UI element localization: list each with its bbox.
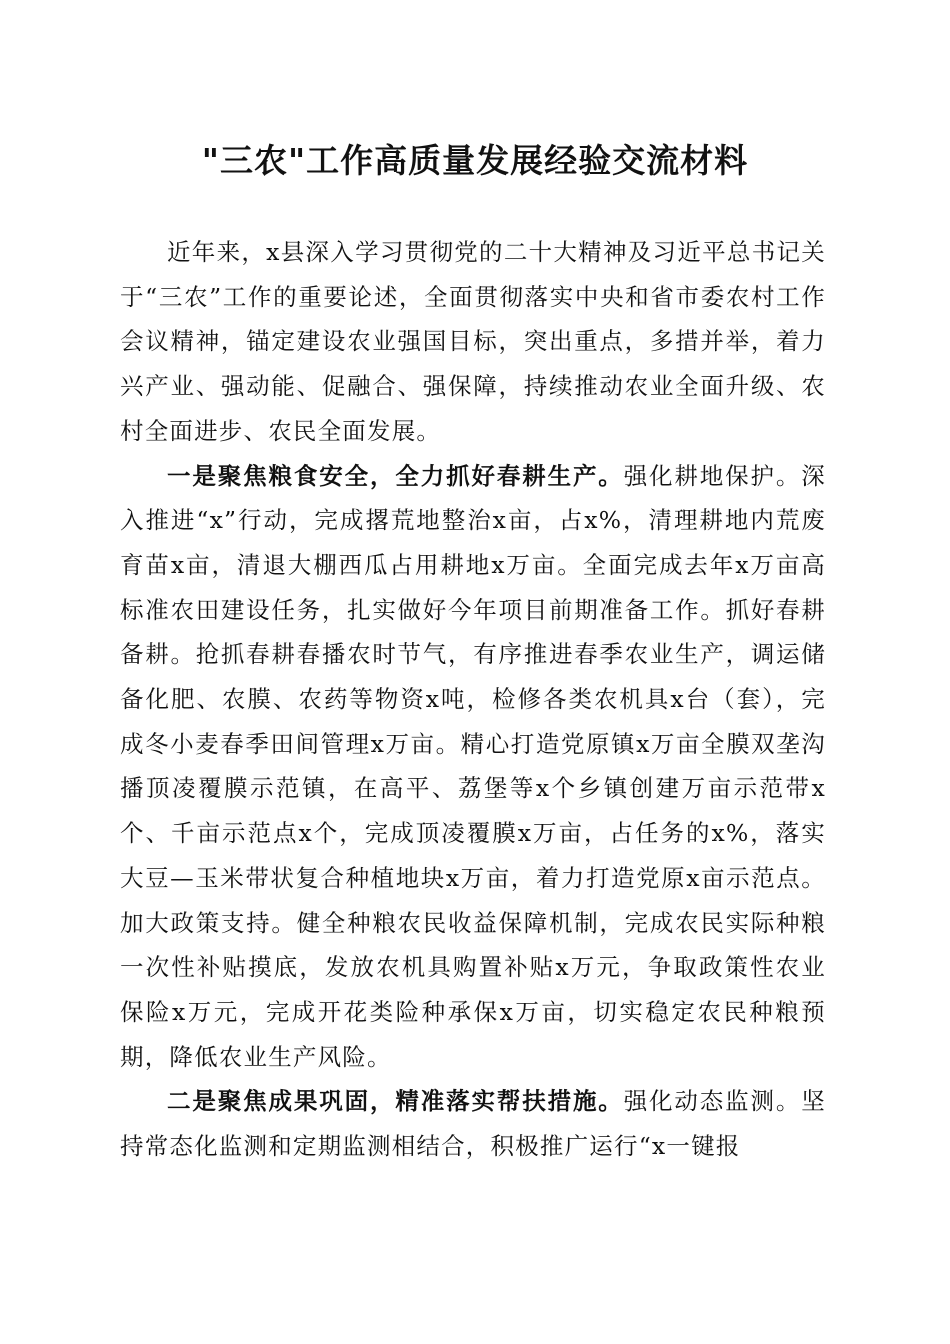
paragraph-lead: 一是聚焦粮食安全，全力抓好春耕生产。 bbox=[167, 461, 624, 490]
document-body bbox=[120, 230, 826, 1169]
paragraph-text: 近年来，x县深入学习贯彻党的二十大精神及习近平总书记关于“三农”工作的重要论述，全面贯彻落实中央和省市委农村工作会议精神，锚定建设农业强国目标，突出重点，多措并举，着力兴产业、强动能、促融合、强保障，持续推动农业全面升级、农村全面进步、农民全面发展。 bbox=[120, 238, 826, 445]
paragraph-consolidation bbox=[120, 1079, 826, 1168]
paragraph-food-security bbox=[120, 454, 826, 1080]
document-title: "三农"工作高质量发展经验交流材料 bbox=[201, 141, 749, 180]
paragraph-intro bbox=[120, 230, 826, 454]
paragraph-text: 强化耕地保护。深入推进“x”行动，完成撂荒地整治x亩，占x%，清理耕地内荒废育苗x亩，清退大棚西瓜占用耕地x万亩。全面完成去年x万亩高标准农田建设任务，扎实做好今年项目前期准备工作。抓好春耕备耕。抢抓春耕春播农时节气，有序推进春季农业生产，调运储备化肥、农膜、农药等物资x吨，检修各类农机具x台（套），完成冬小麦春季田间管理x万亩。精心打造党原镇x万亩全膜双垄沟播顶凌覆膜示范镇，在高平、荔堡等x个乡镇创建万亩示范带x个、千亩示范点x个，完成顶凌覆膜x万亩，占任务的x%，落实大豆—玉米带状复合种植地块x万亩，着力打造党原x亩示范点。加大政策支持。健全种粮农民收益保障机制，完成农民实际种粮一次性补贴摸底，发放农机具购置补贴x万元，争取政策性农业保险x万元，完成开花类险种承保x万亩，切实稳定农民种粮预期，降低农业生产风险。 bbox=[120, 461, 826, 1071]
paragraph-lead: 二是聚焦成果巩固，精准落实帮扶措施。 bbox=[167, 1087, 624, 1116]
paragraph-text: 强化动态监测。坚持常态化监测和定期监测相结合，积极推广运行“x一键报 bbox=[120, 1087, 826, 1161]
